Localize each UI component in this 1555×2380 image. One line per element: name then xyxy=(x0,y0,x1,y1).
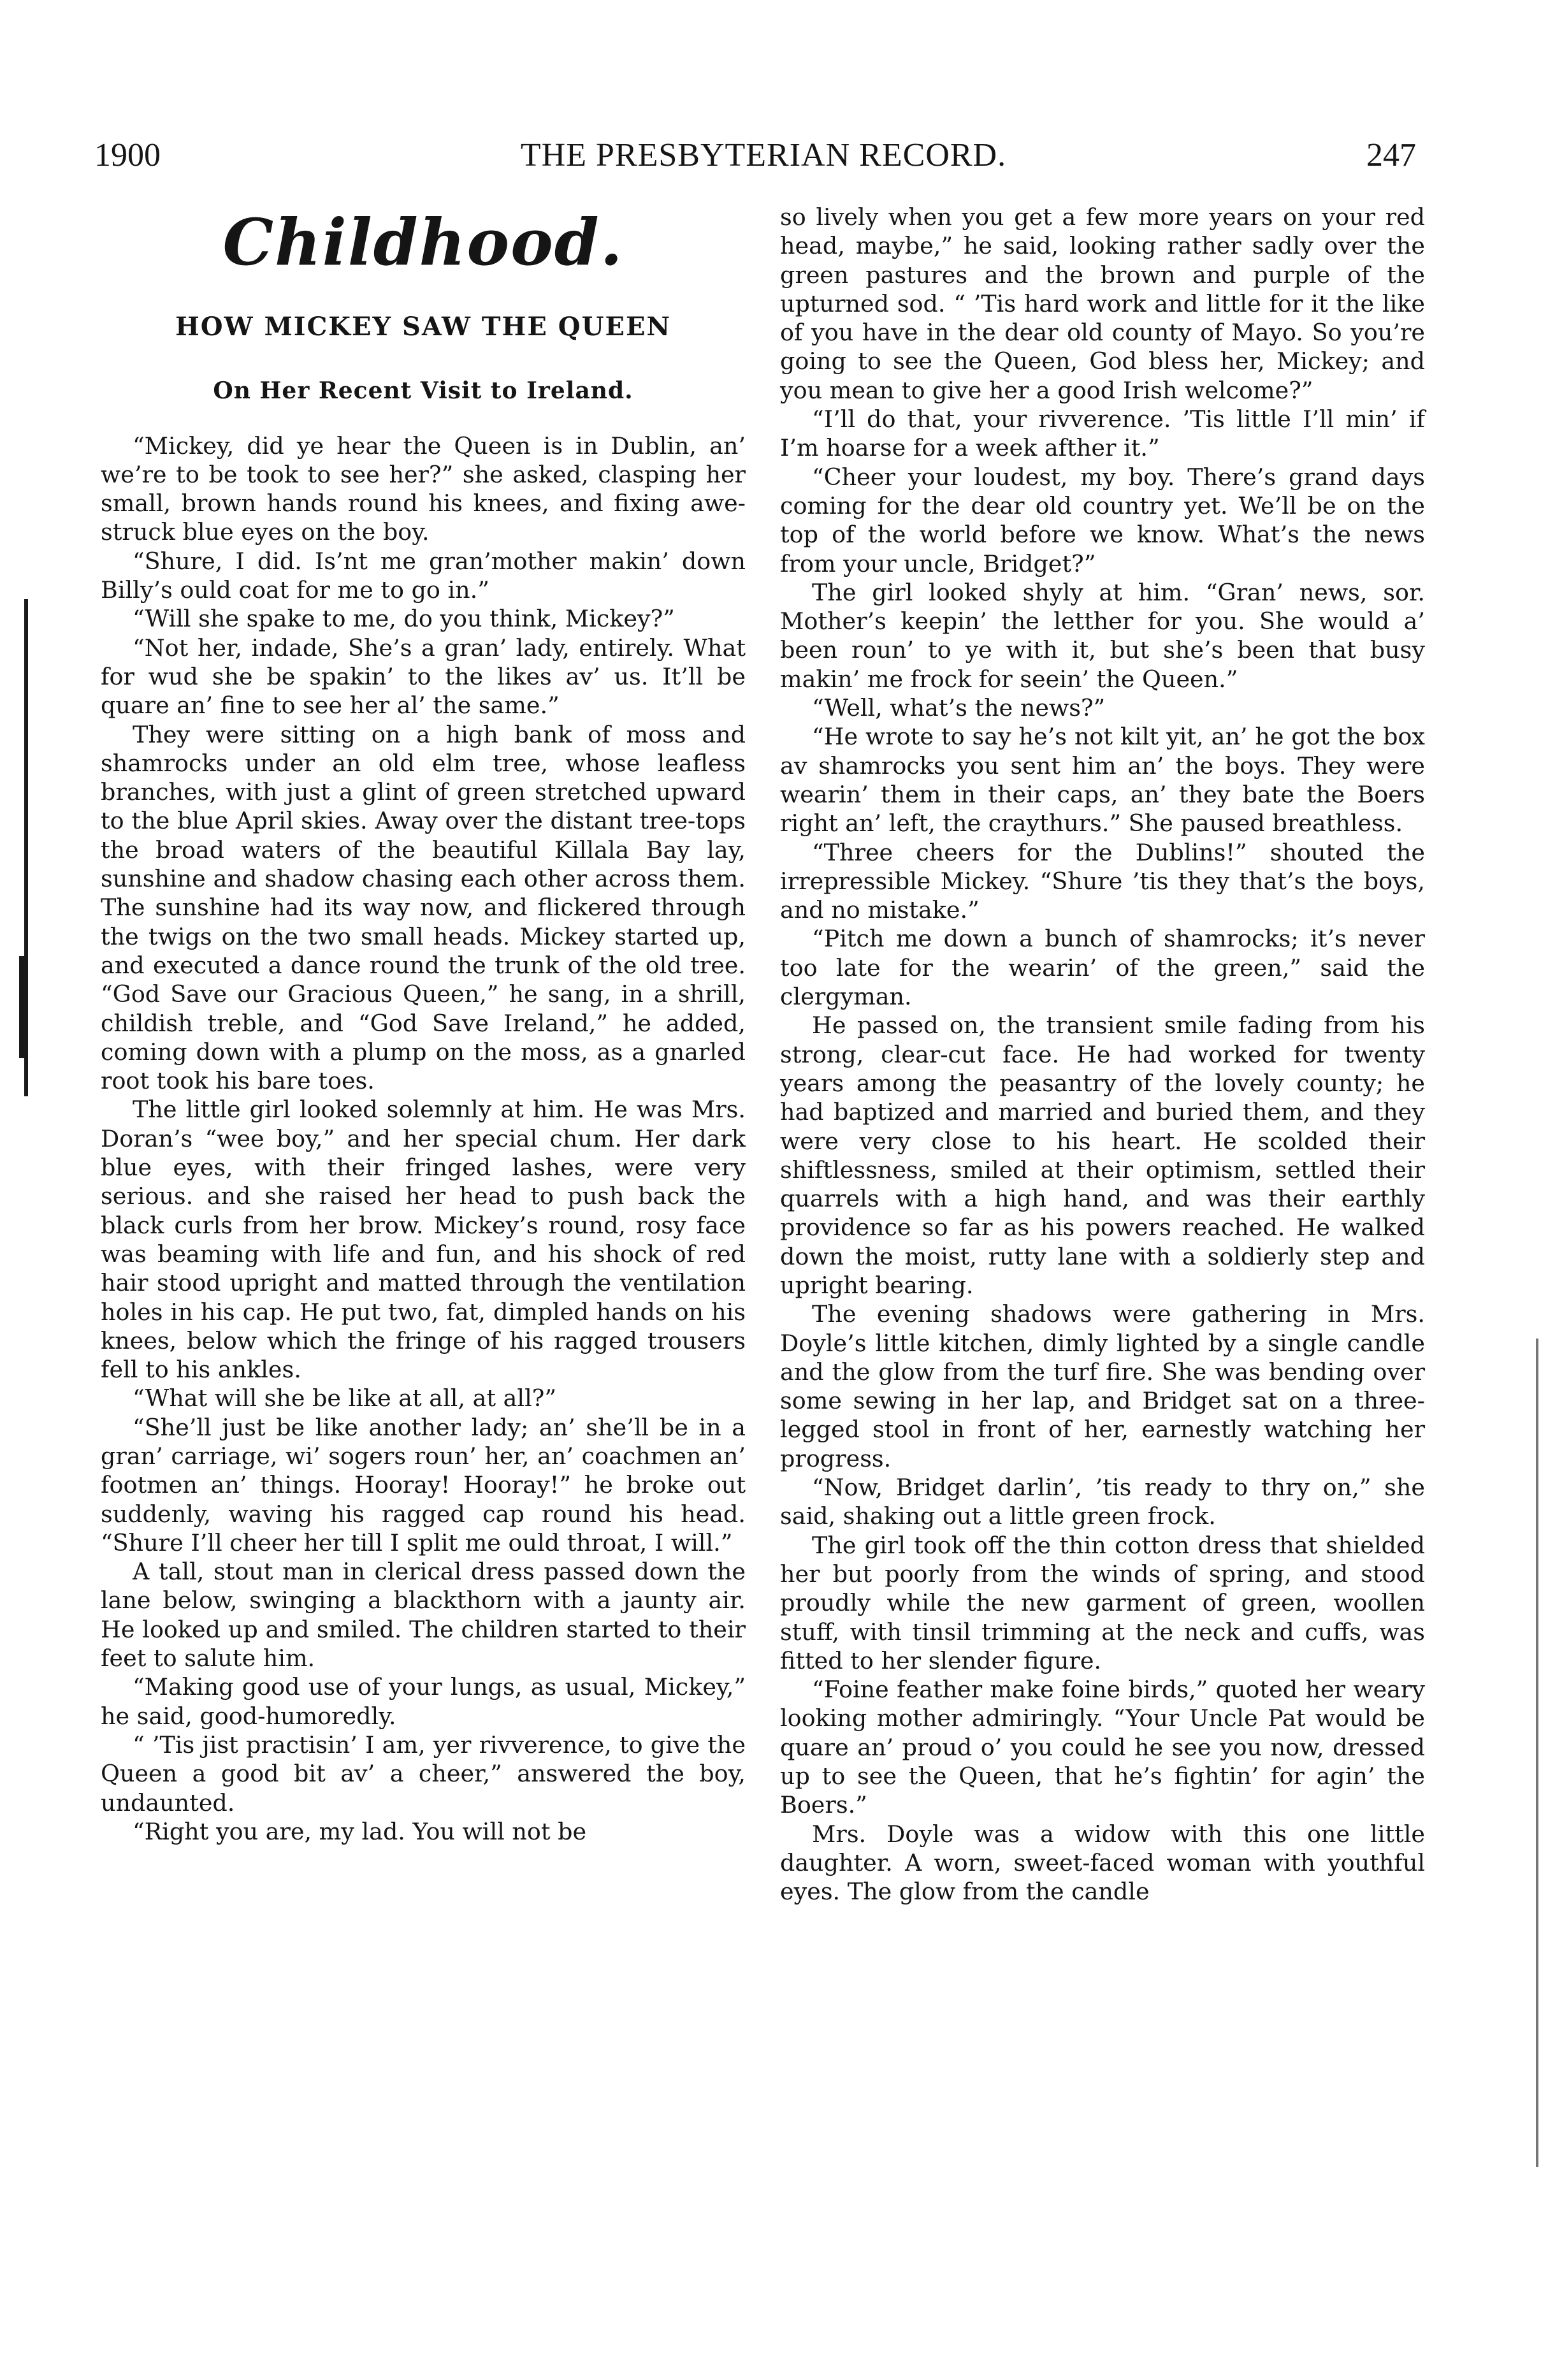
scan-edge-mark xyxy=(19,956,25,1058)
paragraph: “What will she be like at all, at all?” xyxy=(133,1384,556,1412)
paragraph: “Three cheers for the Dublins!” shouted the irrepressible Mickey. “Shure ’tis they that’s the boys, and no mistake.” xyxy=(780,838,1425,924)
paragraph: “Mickey, did ye hear the Queen is in Dublin, an’ we’re to be took to see her?” she asked, clasping her small, brown hands round his knees, and fixing awe-struck blue eyes on the boy. xyxy=(101,432,746,546)
paragraph: The girl took off the thin cotton dress that shielded her but poorly from the winds of spring, and stood proudly while the new garment of green, woollen stuff, with tinsil trimming at the neck and cuffs, was fitted to her slender figure. xyxy=(780,1531,1425,1674)
paragraph: “Foine feather make foine birds,” quoted her weary looking mother admiringly. “Your Uncle Pat would be quare an’ proud o’ you could he see you now, dressed up to see the Queen, that he’s fightin’ for agin’ the Boers.” xyxy=(780,1676,1425,1819)
paragraph: “Pitch me down a bunch of shamrocks; it’s never too late for the wearin’ of the green,” said the clergyman. xyxy=(780,925,1425,1011)
paragraph: “Making good use of your lungs, as usual, Mickey,” he said, good-humoredly. xyxy=(101,1673,746,1730)
paragraph: The evening shadows were gathering in Mrs. Doyle’s little kitchen, dimly lighted by a single candle and the glow from the turf fire. She was bending over some sewing in her lap, and Bridget sat on a three-legged stool in front of her, earnestly watching her progress. xyxy=(780,1300,1425,1472)
paragraph: “He wrote to say he’s not kilt yit, an’ he got the box av shamrocks you sent him an’ the boys. They were wearin’ them in their caps, an’ they bate the Boers right an’ left, the craythurs.” She paused breathless. xyxy=(780,723,1425,838)
paragraph: “Shure, I did. Is’nt me gran’mother makin’ down Billy’s ould coat for me to go in.” xyxy=(101,547,746,604)
article-subtitle: On Her Recent Visit to Ireland. xyxy=(213,377,633,405)
paragraph: Mrs. Doyle was a widow with this one little daughter. A worn, sweet-faced woman with youthful eyes. The glow from the candle xyxy=(780,1820,1425,1906)
paragraph: “Will she spake to me, do you think, Mickey?” xyxy=(133,605,675,633)
paragraph: “Right you are, my lad. You will not be xyxy=(133,1817,587,1845)
scan-edge-mark xyxy=(1536,1339,1538,2167)
paragraph-continued: so lively when you get a few more years on your red head, maybe,” he said, looking rather sadly over the green pastures and the brown and purple of the upturned sod. “ ’Tis hard work and little for it the like of you have in the dear old county of Mayo. So you’re going to see the Queen, God bless her, Mickey; and you mean to give her a good Irish welcome?” xyxy=(780,203,1425,404)
left-column xyxy=(101,204,746,1846)
right-column xyxy=(780,203,1425,1906)
paragraph: The girl looked shyly at him. “Gran’ news, sor. Mother’s keepin’ the letther for you. She would a’ been roun’ to ye with it, but she’s been that busy makin’ me frock for seein’ the Queen.” xyxy=(780,578,1425,693)
paragraph: He passed on, the transient smile fading from his strong, clear-cut face. He had worked for twenty years among the peasantry of the lovely county; he had baptized and married and buried them, and they were very close to his heart. He scolded their shiftlessness, smiled at their optimism, settled their quarrels with a high hand, and was their earthly providence so far as his powers reached. He walked down the moist, rutty lane with a soldierly step and upright bearing. xyxy=(780,1012,1425,1299)
paragraph: “She’ll just be like another lady; an’ she’ll be in a gran’ carriage, wi’ sogers roun’ her, an’ coachmen an’ footmen an’ things. Hooray! Hooray!” he broke out suddenly, waving his ragged cap round his head. “Shure I’ll cheer her till I split me ould throat, I will.” xyxy=(101,1413,746,1556)
header-year: 1900 xyxy=(94,136,161,173)
running-head xyxy=(94,133,1416,177)
paragraph: “Now, Bridget darlin’, ’tis ready to thry on,” she said, shaking out a little green frock. xyxy=(780,1474,1425,1530)
paragraph: The little girl looked solemnly at him. He was Mrs. Doran’s “wee boy,” and her special chum. Her dark blue eyes, with their fringed lashes, were very serious. and she raised her head to push back the black curls from her brow. Mickey’s round, rosy face was beaming with life and fun, and his shock of red hair stood upright and matted through the ventilation holes in his cap. He put two, fat, dimpled hands on his knees, below which the fringe of his ragged trousers fell to his ankles. xyxy=(101,1096,746,1384)
section-heading: Childhood. xyxy=(222,205,624,280)
paragraph: “Well, what’s the news?” xyxy=(812,694,1106,722)
paragraph: “ ’Tis jist practisin’ I am, yer rivverence, to give the Queen a good bit av’ a cheer,” answered the boy, undaunted. xyxy=(101,1731,746,1817)
article-title: HOW MICKEY SAW THE QUEEN xyxy=(175,312,672,342)
paragraph: A tall, stout man in clerical dress passed down the lane below, swinging a blackthorn with a jaunty air. He looked up and smiled. The children started to their feet to salute him. xyxy=(101,1558,746,1673)
paragraph: “Cheer your loudest, my boy. There’s grand days coming for the dear old country yet. We’ll be on the top of the world before we know. What’s the news from your uncle, Bridget?” xyxy=(780,463,1425,577)
paragraph: “I’ll do that, your rivverence. ’Tis little I’ll min’ if I’m hoarse for a week afther it.” xyxy=(780,405,1425,462)
header-page-number: 247 xyxy=(1366,136,1416,173)
paragraph: They were sitting on a high bank of moss and shamrocks under an old elm tree, whose leafless branches, with just a glint of green stretched upward to the blue April skies. Away over the distant tree-tops the broad waters of the beautiful Killala Bay lay, sunshine and shadow chasing each other across them. The sunshine had its way now, and flickered through the twigs on the two small heads. Mickey started up, and executed a dance round the trunk of the old tree. “God Save our Gracious Queen,” he sang, in a shrill, childish treble, and “God Save Ireland,” he added, coming down with a plump on the moss, as a gnarled root took his bare toes. xyxy=(101,720,746,1095)
paragraph: “Not her, indade, She’s a gran’ lady, entirely. What for wud she be spakin’ to the likes av’ us. It’ll be quare an’ fine to see her al’ the same.” xyxy=(101,634,746,720)
header-title: THE PRESBYTERIAN RECORD. xyxy=(520,136,1007,173)
